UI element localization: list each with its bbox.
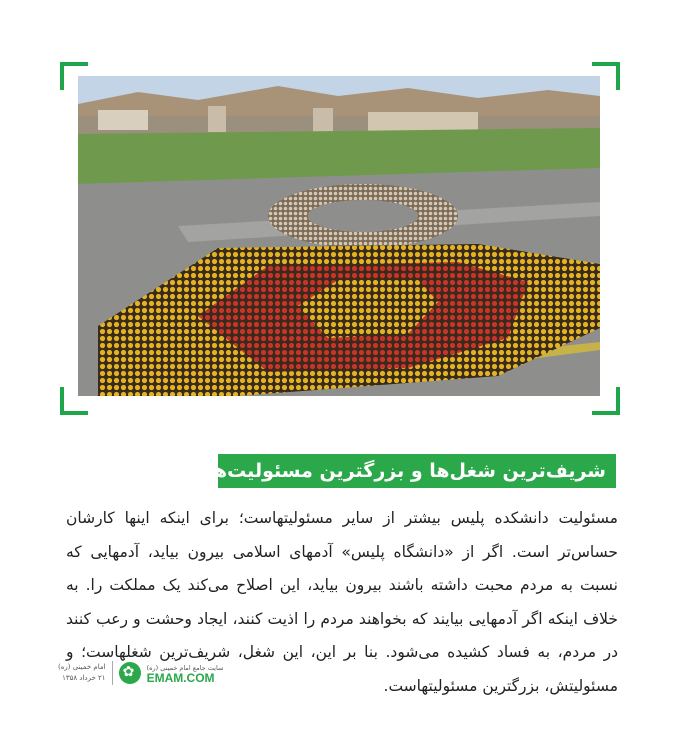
emam-logo-icon — [119, 662, 141, 684]
brand-text — [147, 663, 224, 683]
page-title: شریف‌ترین شغل‌ها و بزرگترین مسئولیت‌ها — [206, 460, 606, 482]
parade-photo — [78, 76, 600, 396]
site-name: EMAM.COM — [146, 671, 215, 685]
speaker-name: امام خمینی (ره) — [58, 663, 106, 671]
brand-footer — [58, 658, 228, 688]
quote-paragraph: مسئولیت دانشکده پلیس بیشتر از سایر مسئولیتهاست؛ برای اینکه اینها کارشان حساس‌تر است. اگر از «دانشگاه پلیس» آدمهای اسلامی بیرون بیاید، آدمهایی که نسبت به مردم محبت داشته باشند بیرون بیاید، این اصلاح می‌کند یک مملکت را. به خلاف اینکه اگر آدمهایی بیایند که بخواهند مردم را اذیت کنند، ایجاد وحشت و رعب کنند در مردم، به فساد کشیده می‌شود. بنا بر این، این شغل، شریف‌ترین شغلهاست؛ و مسئولیتش، بزرگترین مسئولیتهاست. — [66, 509, 618, 695]
attribution — [58, 662, 106, 684]
quote-date: ۲۱ خرداد ۱۳۵۸ — [62, 674, 106, 682]
title-banner — [206, 454, 616, 488]
site-caption: سایت جامع امام خمینی (ره) — [146, 664, 224, 672]
brand-divider — [112, 661, 113, 685]
